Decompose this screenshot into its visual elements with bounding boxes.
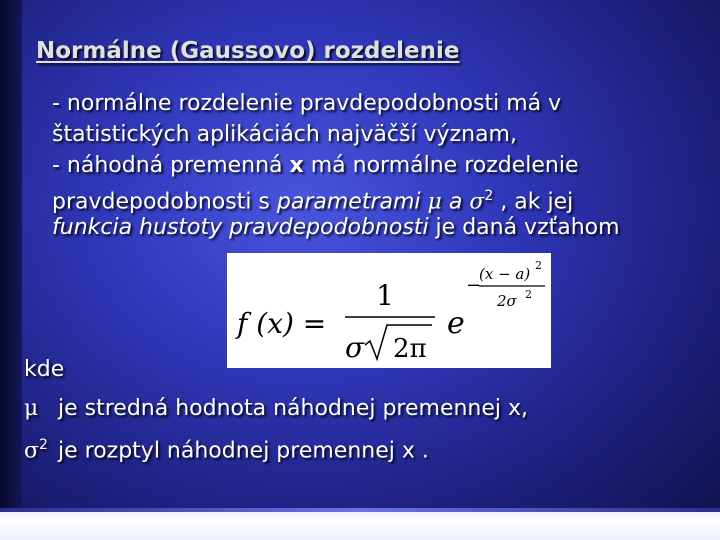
line3-part-a: - náhodná premenná: [52, 153, 290, 178]
line5-part-b: je daná vzťahom: [428, 215, 620, 240]
gaussian-formula: [227, 253, 551, 368]
line4-part-a: pravdepodobnosti s: [52, 189, 277, 215]
parameters-text: parametrami: [276, 189, 421, 215]
text-line-5: [52, 212, 620, 243]
exponent-minus: −: [466, 275, 482, 296]
formula-sqrt-arg: 2π: [393, 334, 427, 364]
formula-sigma: σ: [345, 331, 365, 364]
sigma-symbol: [24, 430, 58, 466]
sigma-square: 2: [39, 437, 48, 453]
variable-x: x: [289, 153, 304, 178]
mu-definition: [24, 393, 528, 424]
formula-lhs: f (x) =: [237, 307, 327, 340]
density-function-text: funkcia hustoty pravdepodobnosti: [52, 215, 429, 240]
sigma-definition: [24, 430, 429, 466]
mu-definition-text: je stredná hodnota náhodnej premennej x,: [58, 396, 529, 421]
mu-symbol-inline: μ: [427, 189, 442, 215]
sigma-symbol-inline: σ: [469, 189, 485, 215]
gaussian-formula-box: [227, 253, 551, 368]
exponent-numerator-square: 2: [535, 259, 542, 272]
kde-label: kde: [24, 357, 65, 382]
text-line-3: [52, 150, 579, 181]
left-decorative-band: [0, 0, 22, 540]
formula-e: e: [447, 306, 465, 341]
text-line-1: - normálne rozdelenie pravdepodobnosti má v: [52, 91, 562, 116]
line4-part-b: , ak jej: [493, 189, 574, 215]
sigma-definition-text: je rozptyl náhodnej premennej x .: [58, 438, 429, 464]
slide-title: Normálne (Gaussovo) rozdelenie: [36, 38, 460, 64]
sigma-letter: σ: [24, 438, 40, 464]
and-word: a: [448, 189, 463, 215]
exponent-denominator-square: 2: [525, 288, 532, 301]
mu-symbol: μ: [24, 396, 39, 421]
bottom-decorative-band: [0, 508, 720, 540]
sigma-square-inline: 2: [484, 188, 494, 204]
formula-numerator: 1: [376, 279, 394, 312]
line3-part-b: má normálne rozdelenie: [303, 153, 579, 178]
exponent-denominator: 2σ: [497, 292, 517, 310]
exponent-numerator: (x − a): [479, 265, 531, 283]
text-line-2: štatistických aplikáciách najväčší význam,: [52, 122, 517, 147]
